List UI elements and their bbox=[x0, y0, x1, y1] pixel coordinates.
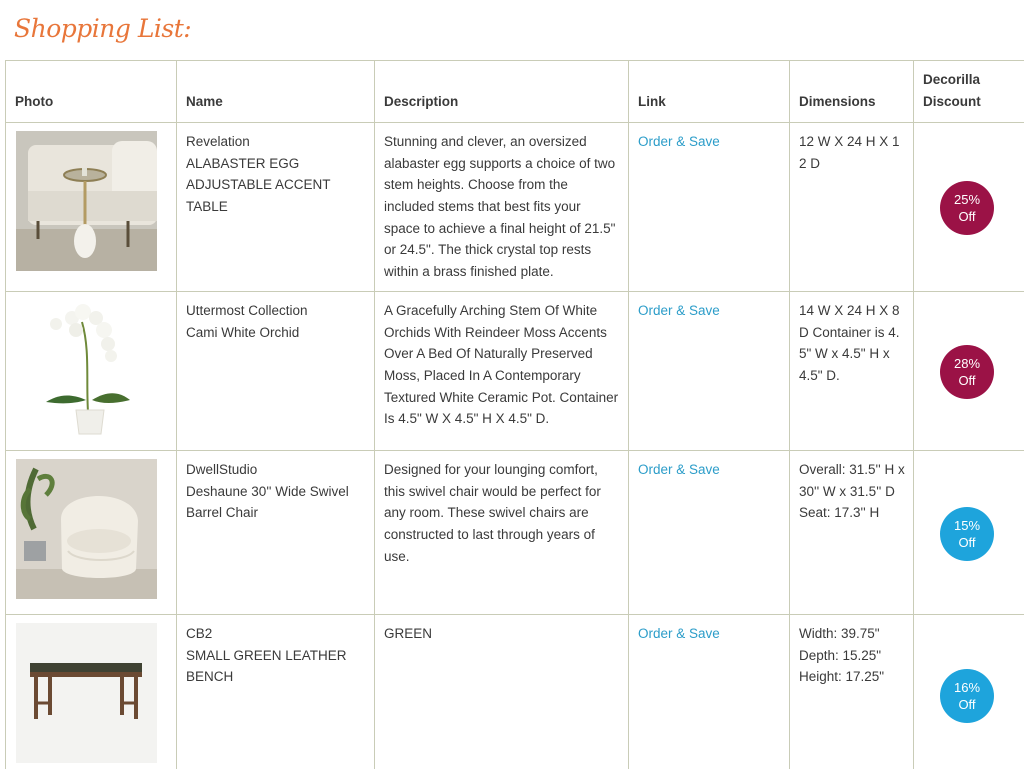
header-description: Description bbox=[375, 61, 629, 123]
discount-percent: 28% bbox=[953, 356, 981, 372]
side-table-photo[interactable] bbox=[16, 131, 157, 271]
shopping-list-table bbox=[5, 60, 1024, 769]
table-row bbox=[6, 292, 1024, 451]
table-header-row bbox=[6, 61, 1024, 123]
order-save-link[interactable]: Order & Save bbox=[638, 626, 720, 642]
swivel-chair-photo[interactable] bbox=[16, 459, 157, 599]
product-brand: DwellStudio bbox=[186, 462, 258, 478]
discount-badge bbox=[940, 345, 994, 399]
product-brand: Revelation bbox=[186, 134, 250, 150]
discount-percent: 25% bbox=[953, 192, 981, 208]
header-discount: Decorilla Discount bbox=[914, 61, 1024, 123]
product-name: SMALL GREEN LEATHER BENCH bbox=[186, 647, 347, 685]
discount-percent: 15% bbox=[953, 517, 981, 533]
discount-off-label: Off bbox=[958, 209, 976, 225]
order-save-link[interactable]: Order & Save bbox=[638, 134, 720, 150]
product-name: Cami White Orchid bbox=[186, 324, 300, 340]
table-row bbox=[6, 123, 1024, 292]
product-description: Designed for your lounging comfort, this swivel chair would be perfect for any room. These swivel chairs are constructed to last through years of use. bbox=[375, 451, 629, 615]
discount-off-label: Off bbox=[958, 373, 976, 389]
header-name: Name bbox=[177, 61, 375, 123]
product-dimensions: 14 W X 24 H X 8 D Container is 4. 5" W x 4.5" H x 4.5" D. bbox=[790, 292, 914, 451]
orchid-photo[interactable] bbox=[16, 300, 157, 440]
product-description: Stunning and clever, an oversized alabaster egg supports a choice of two stem heights. Choose from the included stems that best fits your space to achieve a final height of 21.5" or 24.5". The thick crystal top rests within a brass finished plate. bbox=[375, 123, 629, 292]
product-dimensions: Overall: 31.5'' H x 30'' W x 31.5'' D Seat: 17.3'' H bbox=[790, 451, 914, 615]
product-dimensions: Width: 39.75" Depth: 15.25" Height: 17.25" bbox=[790, 615, 914, 769]
product-name: Deshaune 30'' Wide Swivel Barrel Chair bbox=[186, 483, 349, 521]
header-photo: Photo bbox=[6, 61, 177, 123]
table-row bbox=[6, 615, 1024, 769]
order-save-link[interactable]: Order & Save bbox=[638, 462, 720, 478]
product-brand: Uttermost Collection bbox=[186, 303, 308, 319]
product-description: A Gracefully Arching Stem Of White Orchids With Reindeer Moss Accents Over A Bed Of Naturally Preserved Moss, Placed In A Contemporary Textured White Ceramic Pot. Container Is 4.5" W X 4.5" H X 4.5" D. bbox=[375, 292, 629, 451]
order-save-link[interactable]: Order & Save bbox=[638, 303, 720, 319]
discount-percent: 16% bbox=[953, 679, 981, 695]
header-link: Link bbox=[629, 61, 790, 123]
header-dimensions: Dimensions bbox=[790, 61, 914, 123]
discount-badge bbox=[940, 669, 994, 723]
page-title: Shopping List: bbox=[14, 14, 192, 43]
table-row bbox=[6, 451, 1024, 615]
product-brand: CB2 bbox=[186, 626, 213, 642]
discount-badge bbox=[940, 181, 994, 235]
discount-off-label: Off bbox=[958, 696, 976, 712]
bench-photo[interactable] bbox=[16, 623, 157, 763]
discount-off-label: Off bbox=[958, 534, 976, 550]
discount-badge bbox=[940, 507, 994, 561]
product-name: ALABASTER EGG ADJUSTABLE ACCENT TABLE bbox=[186, 155, 331, 214]
product-dimensions: 12 W X 24 H X 1 2 D bbox=[790, 123, 914, 292]
product-description: GREEN bbox=[375, 615, 629, 769]
